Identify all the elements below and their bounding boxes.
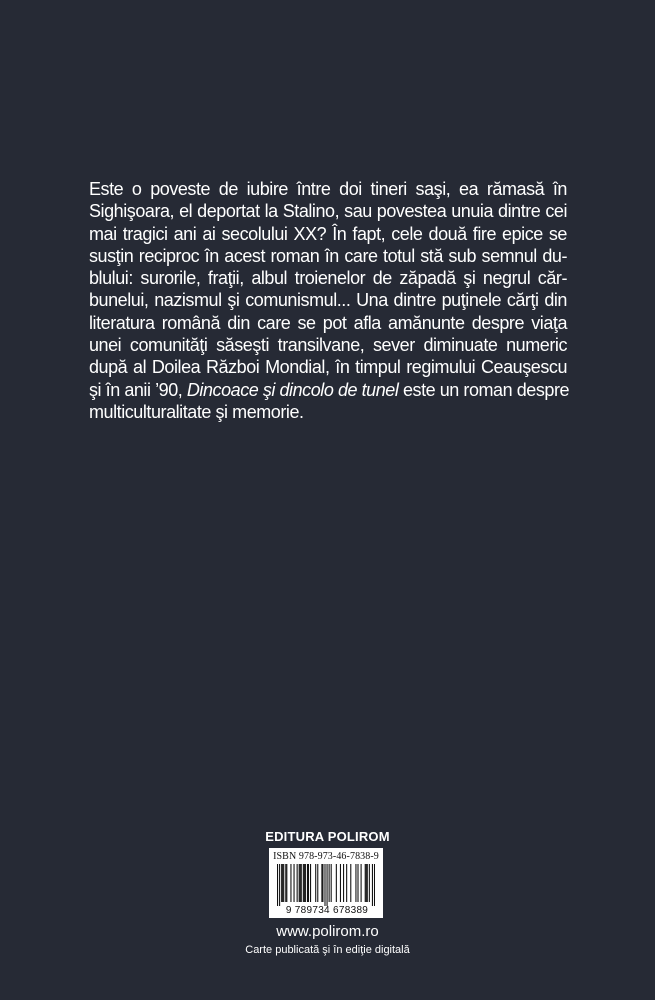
barcode-bar (294, 864, 295, 902)
book-title: Dincoace şi dincolo de tunel (186, 379, 399, 400)
blurb-line: bunelui, nazismul şi comunismul... Una dintre puţinele cărţi din (89, 290, 567, 311)
blurb-line: Sighişoara, el deportat la Stalino, sau povestea unuia dintre cei (89, 201, 567, 222)
barcode-bar (279, 864, 280, 906)
blurb-line: literatura română din care se pot afla amănunte despre viaţa (89, 312, 567, 333)
barcode-bar (321, 864, 322, 902)
blurb-line: multiculturalitate şi memorie. (89, 401, 304, 422)
barcode-bar (331, 864, 332, 902)
barcode-bar (322, 864, 323, 902)
barcode-bar (369, 864, 370, 902)
barcode-bar (324, 864, 325, 906)
barcode-bar (304, 864, 305, 902)
publisher-website: www.polirom.ro (276, 923, 379, 940)
barcode-bar (307, 864, 308, 902)
barcode-bar (357, 864, 358, 902)
barcode-bar (305, 864, 306, 902)
ean-digits: 9 789734 678389 (285, 905, 369, 916)
barcode-bar (366, 864, 367, 902)
barcode-bar (281, 864, 282, 902)
isbn-barcode (269, 848, 383, 918)
barcode-bar (329, 864, 330, 902)
barcode-bar (303, 864, 304, 902)
barcode-bar (317, 864, 318, 902)
barcode-bar (290, 864, 291, 902)
barcode-bar (300, 864, 301, 902)
barcode-bar (299, 864, 300, 902)
barcode-bar (336, 864, 337, 902)
blurb-text: este un roman despre (398, 379, 570, 400)
blurb-line: blului: surorile, fraţii, albul troienelor de zăpadă şi negrul căr- (89, 268, 567, 289)
barcode-bar (282, 864, 283, 902)
blurb-line: mai tragici ani ai secolului XX? În fapt, cele două fire epice se (89, 223, 567, 244)
blurb-line: după al Doilea Război Mondial, în timpul regimului Ceauşescu (89, 357, 567, 378)
barcode-bar (367, 864, 368, 902)
barcode-bar (310, 864, 311, 902)
barcode-bar (365, 864, 366, 902)
blurb-line (89, 379, 570, 401)
barcode-bar (285, 864, 286, 902)
publisher-name: EDITURA POLIROM (265, 829, 390, 844)
digital-edition-note: Carte publicată şi în ediţie digitală (245, 944, 410, 956)
barcode-bar (308, 864, 309, 902)
barcode-bar (301, 864, 302, 902)
back-cover-blurb (89, 178, 570, 423)
barcode-bar (361, 864, 362, 902)
blurb-text: şi în anii ’90, (89, 379, 187, 400)
barcode-bar (315, 864, 316, 902)
barcode-bar (355, 864, 356, 902)
blurb-line: unei comunităţi săseşti transilvane, sever diminuate numeric (89, 335, 567, 356)
blurb-line: susţin reciproc în acest roman în care totul stă sub semnul du- (89, 245, 567, 266)
blurb-line: Este o poveste de iubire între doi tineri saşi, ea rămasă în (89, 179, 567, 199)
barcode-bar (372, 864, 373, 906)
barcode-bar (343, 864, 344, 902)
barcode-bar (297, 864, 298, 902)
barcode-bar (346, 864, 347, 902)
barcode-bar (286, 864, 287, 902)
barcode-bar (374, 864, 375, 906)
barcode-bar (350, 864, 351, 902)
barcode-bar (277, 864, 278, 906)
barcode-bar (340, 864, 341, 902)
isbn-label: ISBN 978-973-46-7838-9 (273, 851, 379, 862)
barcode-bar (327, 864, 328, 906)
barcode-bar (283, 864, 284, 902)
barcode-bars (277, 864, 375, 906)
